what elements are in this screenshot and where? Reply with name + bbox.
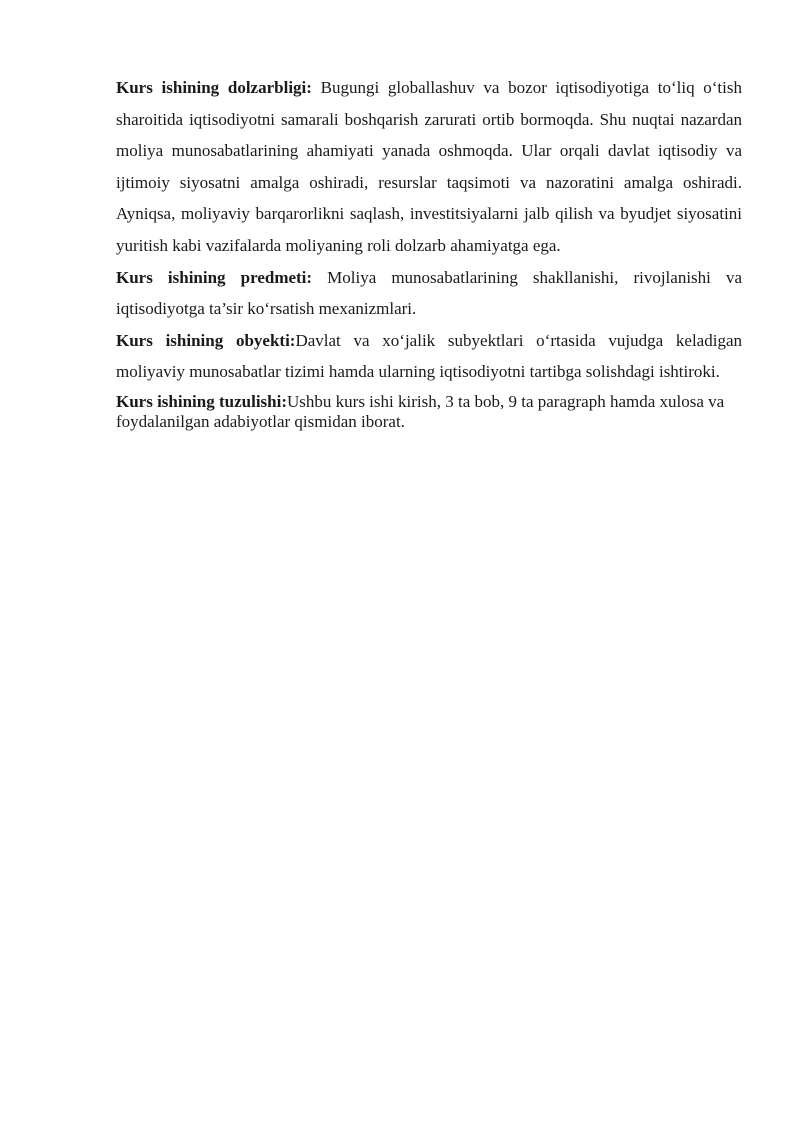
paragraph-object [116,325,742,388]
paragraph-relevance [116,72,742,262]
paragraph-heading: Kurs ishining tuzulishi: [116,391,288,411]
paragraph-heading: Kurs ishining predmeti: [116,267,313,287]
document-page [116,72,742,432]
paragraph-subject [116,262,742,325]
paragraph-body: Ushbu kurs ishi kirish, 3 ta bob, 9 ta paragraph hamda xulosa va foydalanilgan adabiyotlar qismidan iborat. [116,391,725,431]
paragraph-body: Moliya munosabatlarining shakllanishi, rivojlanishi va iqtisodiyotga ta’sir ko‘rsatish mexanizmlari. [116,267,742,319]
paragraph-heading: Kurs ishining obyekti: [116,330,296,350]
paragraph-heading: Kurs ishining dolzarbligi: [116,78,312,97]
paragraph-structure [116,392,742,432]
paragraph-body: Davlat va xo‘jalik subyektlari o‘rtasida vujudga keladigan moliyaviy munosabatlar tizimi hamda ularning iqtisodiyotni tartibga solishdagi ishtiroki. [116,330,742,382]
paragraph-body: Bugungi globallashuv va bozor iqtisodiyotiga to‘liq o‘tish sharoitida iqtisodiyotni samarali boshqarish zarurati ortib bormoqda. Shu nuqtai nazardan moliya munosabatlarining ahamiyati yanada oshmoqda. Ular orqali davlat iqtisodiy va ijtimoiy siyosatni amalga oshiradi, resurslar taqsimoti va nazoratini amalga oshiradi. Ayniqsa, moliyaviy barqarorlikni saqlash, investitsiyalarni jalb qilish va byudjet siyosatini yuritish kabi vazifalarda moliyaning roli dolzarb ahamiyatga ega. [116,78,742,255]
